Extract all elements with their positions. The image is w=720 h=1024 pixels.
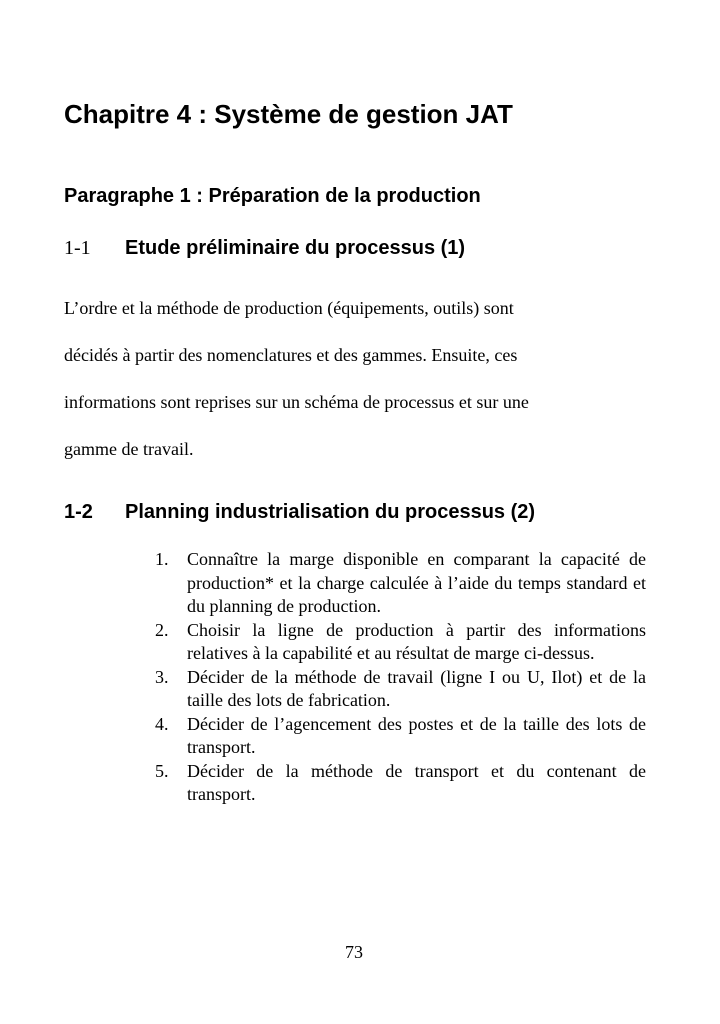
list-item-text: Choisir la ligne de production à partir des informations relatives à la capabilité et au résultat de marge ci-dessus. bbox=[187, 619, 646, 663]
list-item bbox=[152, 548, 646, 619]
section-1-1-body bbox=[64, 285, 664, 473]
list-item-number: 5. bbox=[155, 760, 169, 781]
section-title: Planning industrialisation du processus (2) bbox=[125, 501, 536, 523]
steps-list bbox=[152, 548, 646, 807]
list-item-number: 1. bbox=[155, 549, 169, 569]
section-number: 1-1 bbox=[64, 237, 91, 259]
list-item-text: Décider de l’agencement des postes et de la taille des lots de transport. bbox=[187, 713, 646, 757]
body-line: gamme de travail. bbox=[64, 439, 194, 459]
list-item-number: 2. bbox=[155, 619, 169, 640]
body-line: décidés à partir des nomenclatures et des gammes. Ensuite, ces bbox=[64, 345, 518, 365]
page-number: 73 bbox=[345, 942, 363, 962]
section-heading-1-2 bbox=[64, 498, 535, 526]
body-line: L’ordre et la méthode de production (équipements, outils) sont bbox=[64, 298, 514, 318]
list-item-number: 4. bbox=[155, 713, 169, 734]
paragraph-title: Paragraphe 1 : Préparation de la production bbox=[64, 185, 481, 207]
list-item-number: 3. bbox=[155, 666, 169, 687]
list-item-text: Connaître la marge disponible en comparant la capacité de production* et la charge calculée à l’aide du temps standard et du planning de production. bbox=[187, 549, 646, 616]
list-item-text: Décider de la méthode de travail (ligne I ou U, Ilot) et de la taille des lots de fabrication. bbox=[187, 666, 646, 710]
list-item-text: Décider de la méthode de transport et du contenant de transport. bbox=[187, 760, 646, 804]
section-heading-1-1 bbox=[64, 234, 465, 262]
list-item bbox=[152, 713, 646, 760]
list-item bbox=[152, 760, 646, 807]
list-item bbox=[152, 619, 646, 666]
section-title: Etude préliminaire du processus (1) bbox=[125, 237, 466, 259]
body-line: informations sont reprises sur un schéma de processus et sur une bbox=[64, 392, 529, 412]
list-item bbox=[152, 666, 646, 713]
chapter-title: Chapitre 4 : Système de gestion JAT bbox=[64, 99, 513, 129]
section-number: 1-2 bbox=[64, 501, 93, 523]
